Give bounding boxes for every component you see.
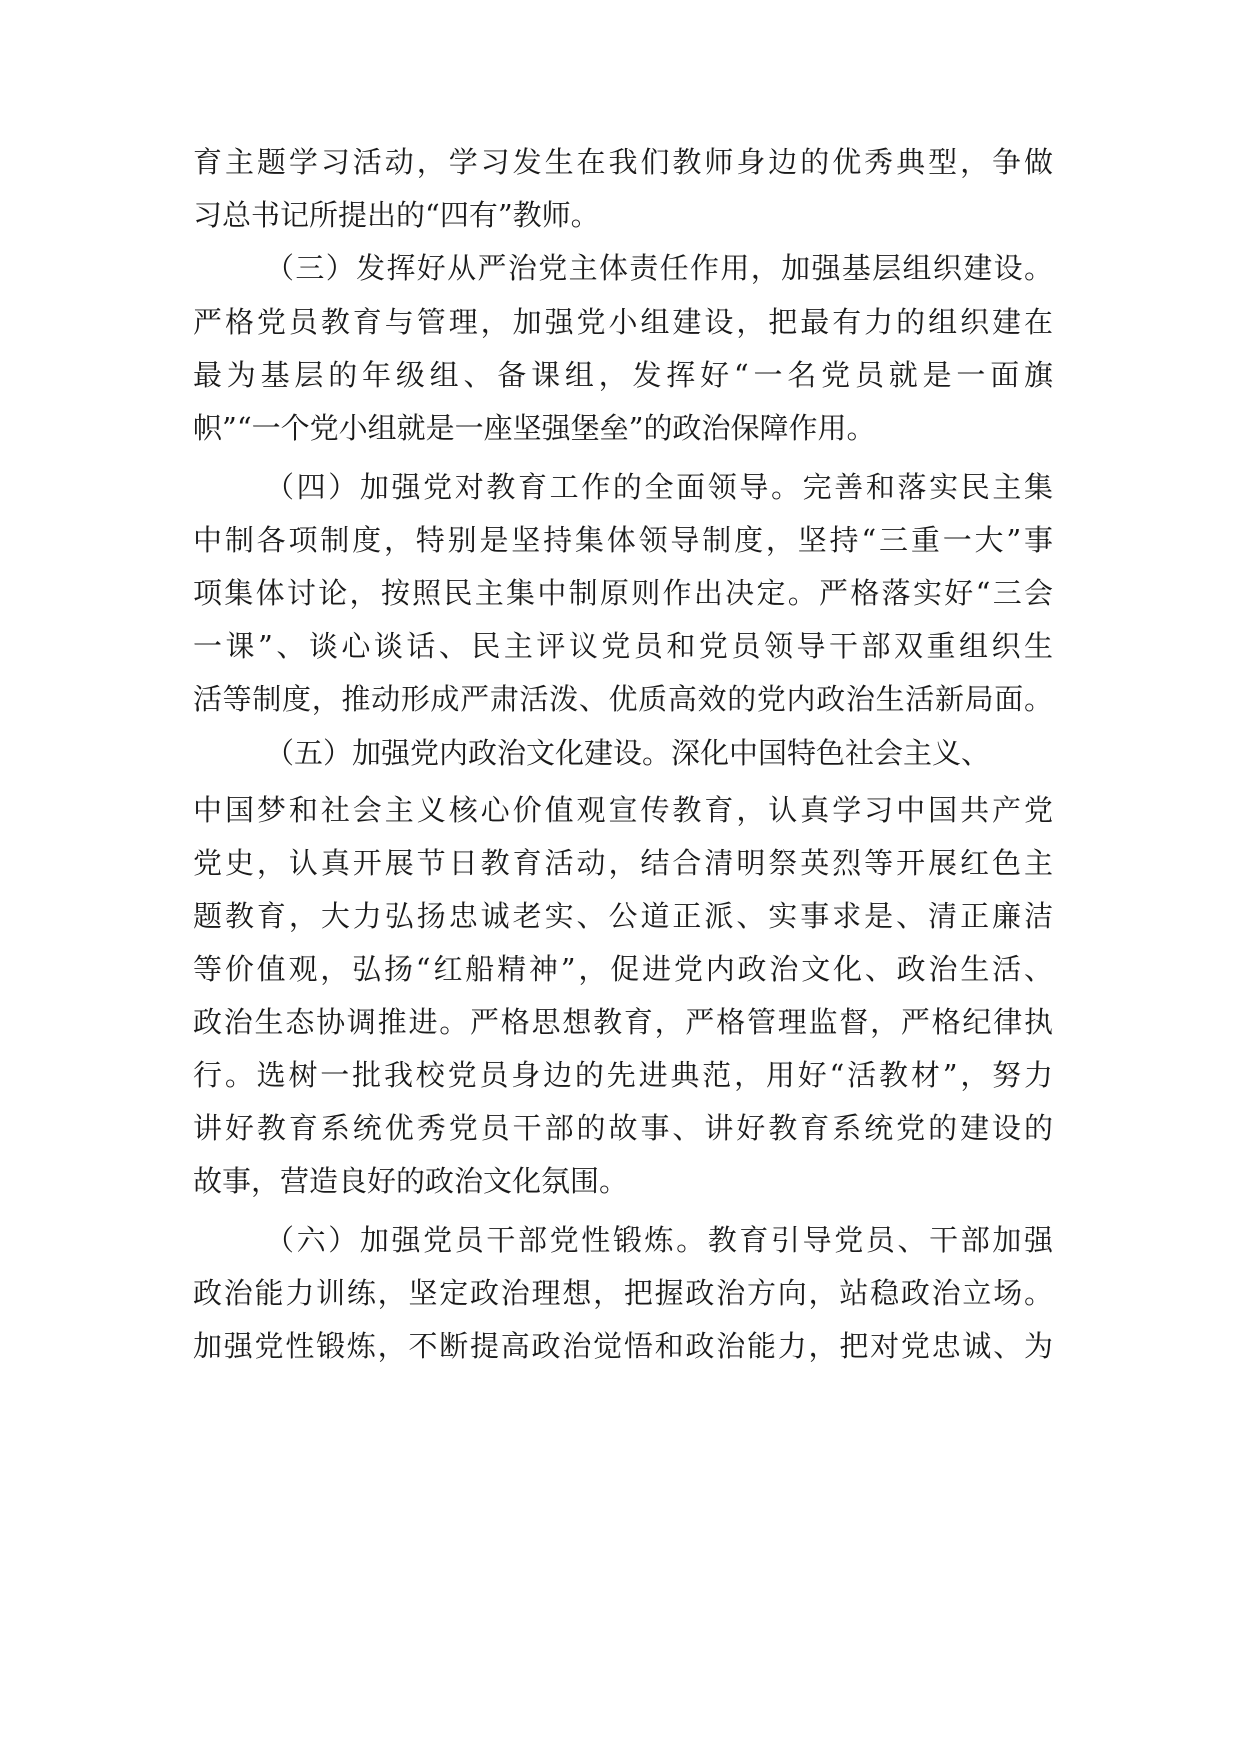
- text-line: 政治生态协调推进。严格思想教育，严格管理监督，严格纪律执: [193, 1005, 1053, 1039]
- paragraph-heading-5: （五）加强党内政治文化建设。深化中国特色社会主义、: [265, 736, 991, 770]
- text-line: 行。选树一批我校党员身边的先进典范，用好“活教材”，努力: [193, 1058, 1053, 1092]
- text-line: 讲好教育系统优秀党员干部的故事、讲好教育系统党的建设的: [193, 1111, 1053, 1145]
- text-line: 中国梦和社会主义核心价值观宣传教育，认真学习中国共产党: [193, 793, 1053, 827]
- text-line: 活等制度，推动形成严肃活泼、优质高效的党内政治生活新局面。: [193, 682, 1053, 716]
- text-line: 习总书记所提出的“四有”教师。: [193, 198, 600, 232]
- paragraph-heading-6: （六）加强党员干部党性锻炼。教育引导党员、干部加强: [265, 1223, 1053, 1257]
- paragraph-heading-4: （四）加强党对教育工作的全面领导。完善和落实民主集: [265, 470, 1053, 504]
- text-line: 项集体讨论，按照民主集中制原则作出决定。严格落实好“三会: [193, 576, 1053, 610]
- text-line: 等价值观，弘扬“红船精神”，促进党内政治文化、政治生活、: [193, 952, 1053, 986]
- text-line: 故事，营造良好的政治文化氛围。: [193, 1164, 629, 1198]
- text-line: 中制各项制度，特别是坚持集体领导制度，坚持“三重一大”事: [193, 523, 1053, 557]
- paragraph-heading-3: （三）发挥好从严治党主体责任作用，加强基层组织建设。: [265, 251, 1053, 285]
- text-line: 严格党员教育与管理，加强党小组建设，把最有力的组织建在: [193, 305, 1053, 339]
- text-line: 加强党性锻炼，不断提高政治觉悟和政治能力，把对党忠诚、为: [193, 1329, 1053, 1363]
- text-line: 一课”、谈心谈话、民主评议党员和党员领导干部双重组织生: [193, 629, 1053, 663]
- text-line: 政治能力训练，坚定政治理想，把握政治方向，站稳政治立场。: [193, 1276, 1053, 1310]
- text-line: 党史，认真开展节日教育活动，结合清明祭英烈等开展红色主: [193, 846, 1053, 880]
- text-line: 帜”“一个党小组就是一座坚强堡垒”的政治保障作用。: [193, 411, 876, 445]
- text-line: 育主题学习活动，学习发生在我们教师身边的优秀典型，争做: [193, 145, 1053, 179]
- text-line: 最为基层的年级组、备课组，发挥好“一名党员就是一面旗: [193, 358, 1053, 392]
- text-line: 题教育，大力弘扬忠诚老实、公道正派、实事求是、清正廉洁: [193, 899, 1053, 933]
